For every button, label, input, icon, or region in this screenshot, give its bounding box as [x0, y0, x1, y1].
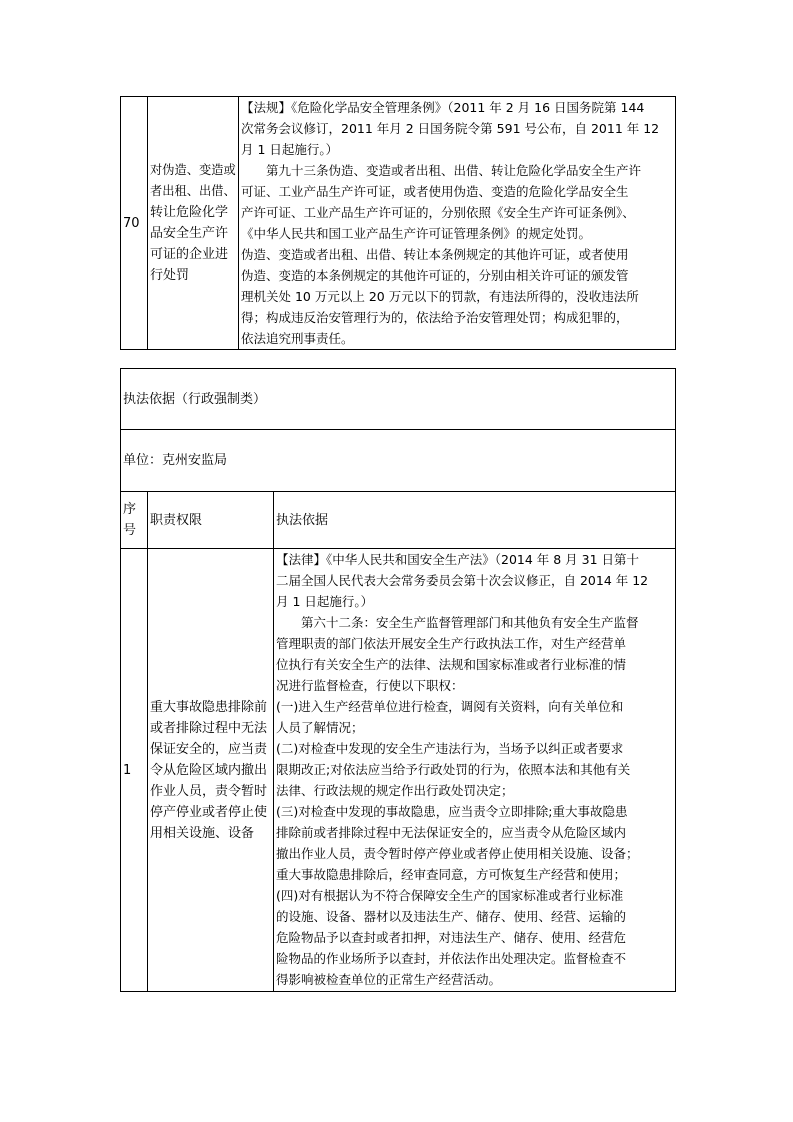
basis-line: 依法追究刑事责任。 [241, 331, 354, 346]
header-number [121, 492, 148, 549]
basis-line: 二届全国人民代表大会常务委员会第十次会议修正，自 2014 年 12 [276, 573, 649, 588]
basis-line: 的设施、设备、器材以及违法生产、储存、使用、经营、运输的 [276, 909, 627, 924]
duty-line: 品安全生产许 [150, 226, 229, 241]
duty-line: 转让危险化学 [150, 205, 229, 220]
basis-line: 第九十三条伪造、变造或者出租、出借、转让危险化学品安全生产许 [241, 163, 642, 178]
basis-line: 管理职责的部门依法开展安全生产行政执法工作，对生产经营单 [276, 636, 627, 651]
basis-line: 位执行有关安全生产的法律、法规和国家标准或者行业标准的情 [276, 657, 627, 672]
header-number-line: 序 [123, 502, 137, 517]
basis-cell [274, 549, 676, 992]
duty-line: 保证安全的，应当责 [150, 741, 268, 757]
header-number-line: 号 [123, 523, 137, 538]
basis-line: 撤出作业人员，责令暂时停产停业或者停止使用相关设施、设备； [276, 846, 639, 861]
basis-line: 重大事故隐患排除后，经审查同意，方可恢复生产经营和使用； [276, 867, 627, 882]
basis-line: 【法律】《中华人民共和国安全生产法》（2014 年 8 月 31 日第十 [276, 552, 640, 567]
basis-line: 理机关处 10 万元以上 20 万元以下的罚款，有违法所得的，没收违法所 [241, 289, 639, 304]
title-row [121, 369, 676, 430]
basis-line: 危险物品予以查封或者扣押，对违法生产、储存、使用、经营危 [276, 930, 627, 945]
basis-line: 伪造、变造的本条例规定的其他许可证的，分别由相关许可证的颁发管 [241, 268, 629, 283]
table-row [121, 549, 676, 992]
basis-cell [239, 97, 676, 350]
basis-line: (三)对检查中发现的事故隐患，应当责令立即排除;重大事故隐患 [276, 804, 628, 819]
enforcement-table [120, 368, 676, 992]
basis-line: 限期改正;对依法应当给予行政处罚的行为，依照本法和其他有关 [276, 762, 631, 777]
basis-line: 得影响被检查单位的正常生产经营活动。 [276, 972, 502, 987]
header-basis: 执法依据 [274, 492, 676, 549]
penalty-table [120, 96, 676, 350]
duty-line: 或者排除过程中无法 [150, 720, 268, 736]
duty-cell [148, 97, 239, 350]
basis-line: 可证、工业产品生产许可证，或者使用伪造、变造的危险化学品安全生 [241, 184, 629, 199]
basis-line: (四)对有根据认为不符合保障安全生产的国家标准或者行业标准 [276, 888, 624, 903]
table-row [121, 97, 676, 350]
basis-line: 产许可证、工业产品生产许可证的，分别依照《安全生产许可证条例》、 [241, 205, 635, 220]
basis-line: 人员了解情况； [276, 720, 364, 735]
table-title: 执法依据（行政强制类） [121, 369, 676, 430]
basis-line: 第六十二条：安全生产监督管理部门和其他负有安全生产监督 [276, 615, 639, 630]
duty-line: 作业人员，责令暂时 [150, 783, 268, 799]
unit-row [121, 430, 676, 492]
basis-line: 【法规】《危险化学品安全管理条例》（2011 年 2 月 16 日国务院第 144 [241, 100, 645, 115]
header-row [121, 492, 676, 549]
basis-line: 月 1 日起施行。） [276, 594, 374, 609]
row-number: 1 [121, 549, 148, 992]
basis-line: 次常务会议修订，2011 年月 2 日国务院令第 591 号公布，自 2011 年 12 [241, 121, 660, 136]
basis-line: 得；构成违反治安管理行为的，依法给予治安管理处罚；构成犯罪的， [241, 310, 629, 325]
duty-line: 者出租、出借、 [150, 184, 236, 198]
row-number: 70 [121, 97, 148, 350]
basis-line: 《中华人民共和国工业产品生产许可证管理条例》的规定处罚。 [241, 226, 592, 241]
basis-line: 法律、行政法规的规定作出行政处罚决定； [276, 783, 514, 798]
duty-cell [148, 549, 274, 992]
unit-label: 单位：克州安监局 [121, 430, 676, 492]
duty-line: 对伪造、变造或 [150, 163, 236, 177]
duty-line: 用相关设施、设备 [150, 825, 255, 841]
duty-line: 重大事故隐患排除前 [150, 699, 268, 715]
duty-line: 行处罚 [150, 268, 190, 283]
basis-line: (二)对检查中发现的安全生产违法行为，当场予以纠正或者要求 [276, 741, 624, 756]
duty-line: 令从危险区域内撤出 [150, 762, 268, 778]
basis-line: 排除前或者排除过程中无法保证安全的，应当责令从危险区域内 [276, 825, 627, 840]
basis-line: 伪造、变造或者出租、出借、转让本条例规定的其他许可证，或者使用 [241, 247, 629, 262]
duty-line: 可证的企业进 [150, 247, 229, 262]
basis-line: 月 1 日起施行。） [241, 142, 339, 157]
basis-line: 险物品的作业场所予以查封，并依法作出处理决定。监督检查不 [276, 951, 627, 966]
basis-line: 况进行监督检查，行使以下职权： [276, 678, 464, 693]
basis-line: (一)进入生产经营单位进行检查，调阅有关资料，向有关单位和 [276, 699, 624, 714]
header-duty: 职责权限 [148, 492, 274, 549]
duty-line: 停产停业或者停止使 [150, 804, 268, 820]
